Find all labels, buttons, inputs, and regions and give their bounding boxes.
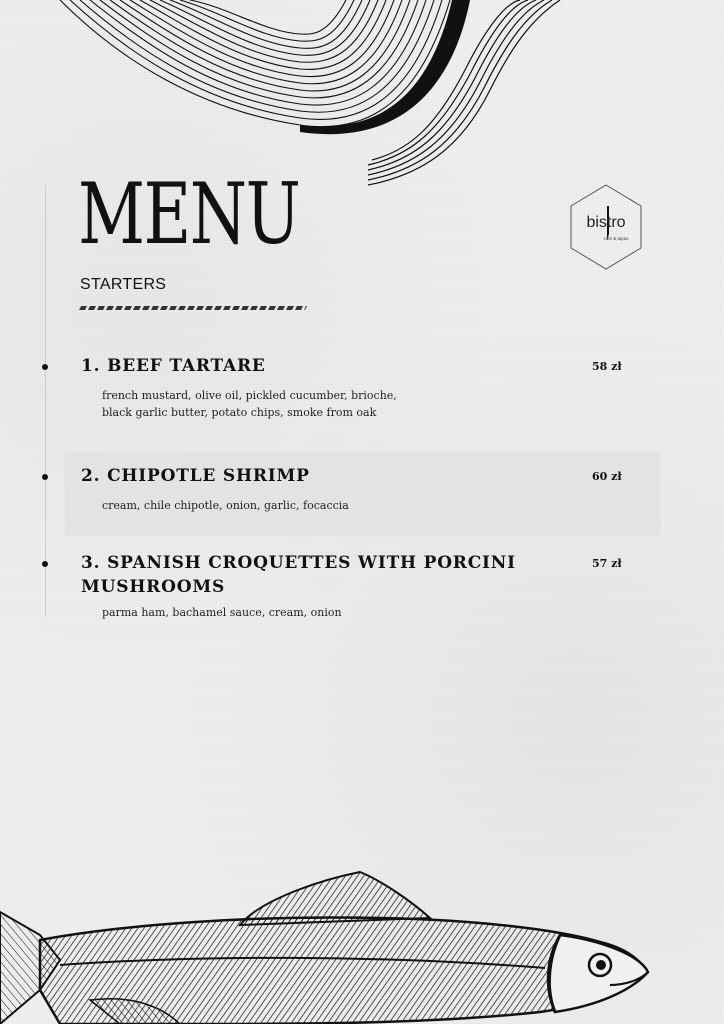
section-title: STARTERS — [80, 276, 167, 293]
item-price: 57 zł — [592, 557, 622, 570]
bistro-logo — [569, 184, 643, 270]
item-description: parma ham, bachamel sauce, cream, onion — [102, 606, 342, 619]
item-price: 60 zł — [592, 470, 622, 483]
item-description: cream, chile chipotle, onion, garlic, focaccia — [102, 499, 349, 512]
bullet-icon — [42, 364, 48, 370]
item-name-text: 3. SPANISH CROQUETTES WITH PORCINI MUSHROOMS — [81, 553, 516, 597]
logo-subtitle: cafe & tapas — [603, 236, 629, 241]
item-name: 2. CHIPOTLE SHRIMP — [81, 466, 310, 486]
bullet-icon — [42, 474, 48, 480]
item-name: 1. BEEF TARTARE — [81, 356, 266, 376]
logo-name: bistro — [586, 214, 626, 231]
bullet-icon — [42, 561, 48, 567]
dashed-divider — [79, 306, 307, 310]
menu-title: MENU — [78, 165, 300, 263]
item-price: 58 zł — [592, 360, 622, 373]
left-rule — [45, 185, 46, 617]
item-name — [81, 551, 521, 599]
item-description: french mustard, olive oil, pickled cucumber, brioche, black garlic butter, potato chips, smoke from oak — [102, 389, 397, 419]
